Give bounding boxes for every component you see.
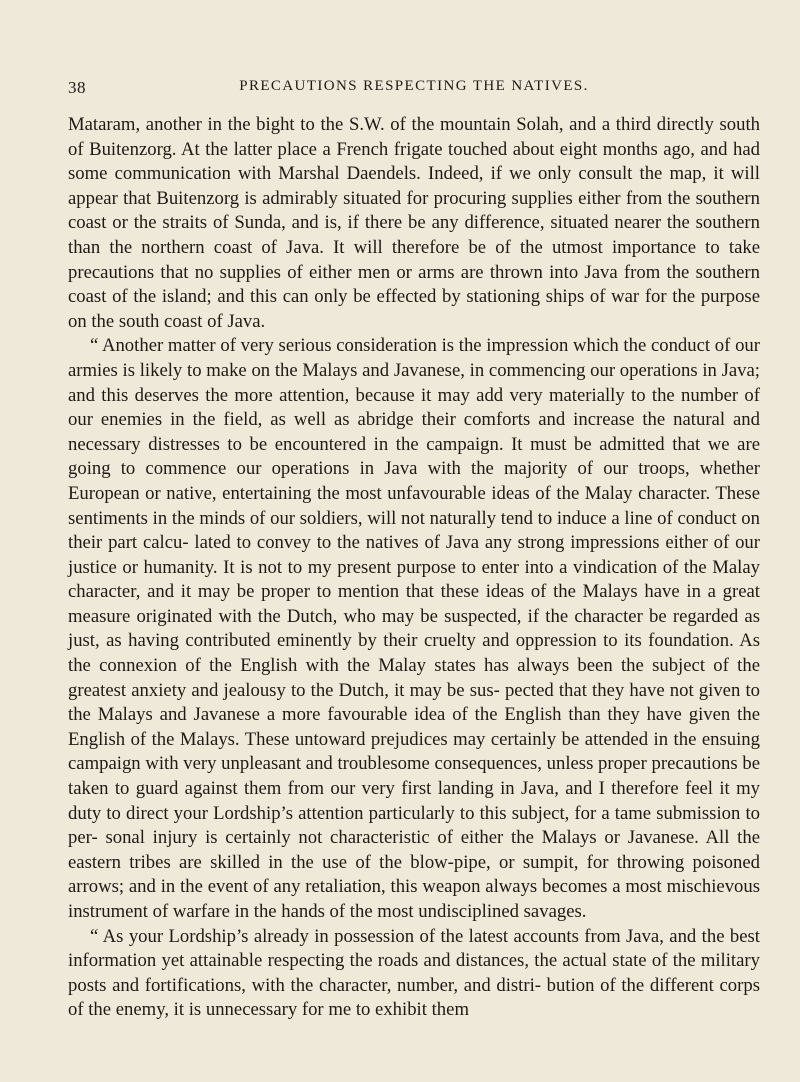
page-number: 38 [68, 78, 86, 97]
page-header [68, 78, 760, 104]
paragraph-latest-accounts: “ As your Lordship’s already in possession of the latest accounts from Java, and the best information yet attainable respecting the roads and distances, the actual state of the military posts and fortifications, with the character, number, and distri- bution of the different corps of the enemy, it is unnecessary for me to exhibit them [68, 925, 760, 1021]
paragraph-continued: Mataram, another in the bight to the S.W. of the mountain Solah, and a third directly south of Buitenzorg. At the latter place a French frigate touched about eight months ago, and had some communication with Marshal Daendels. Indeed, if we only consult the map, it will appear that Buitenzorg is admirably situated for procuring supplies either from the southern coast or the straits of Sunda, and is, if there be any difference, situated nearer the southern than the northern coast of Java. It will therefore be of the utmost importance to take precautions that no supplies of either men or arms are thrown into Java from the southern coast of the island; and this can only be effected by stationing ships of war for the purpose on the south coast of Java. [68, 114, 760, 332]
paragraph-impression-of-conduct: “ Another matter of very serious consideration is the impression which the conduct of our armies is likely to make on the Malays and Javanese, in commencing our operations in Java; and this deserves the more attention, because it may add very materially to the number of our enemies in the field, as well as abridge their comforts and increase the natural and necessary distresses to be encountered in the campaign. It must be admitted that we are going to commence our operations in Java with the majority of our troops, whether European or native, entertaining the most unfavourable ideas of the Malay character. These sentiments in the minds of our soldiers, will not naturally tend to induce a line of conduct on their part calcu- lated to convey to the natives of Java any strong impressions either of our justice or humanity. It is not to my present purpose to enter into a vindication of the Malay character, and it may be proper to mention that these ideas of the Malays have in a great measure originated with the Dutch, who may be suspected, if the character be regarded as just, as having contributed eminently by their cruelty and oppression to its foundation. As the connexion of the English with the Malay states has always been the subject of the greatest anxiety and jealousy to the Dutch, it may be sus- pected that they have not given to the Malays and Javanese a more favourable idea of the English than they have given the English of the Malays. These untoward prejudices may certainly be attended in the ensuing campaign with very unpleasant and troublesome consequences, unless proper precautions be taken to guard against them from our very first landing in Java, and I therefore feel it my duty to direct your Lordship’s attention particularly to this subject, for a tame submission to per- sonal injury is certainly not characteristic of either the Malays or Javanese. All the eastern tribes are skilled in the use of the blow-pipe, or sumpit, for throwing poisoned arrows; and in the event of any retaliation, this weapon always becomes a most mischievous instrument of warfare in the hands of the most undisciplined savages. [68, 335, 760, 922]
body-text [68, 113, 760, 1023]
running-head: PRECAUTIONS RESPECTING THE NATIVES. [239, 78, 589, 94]
